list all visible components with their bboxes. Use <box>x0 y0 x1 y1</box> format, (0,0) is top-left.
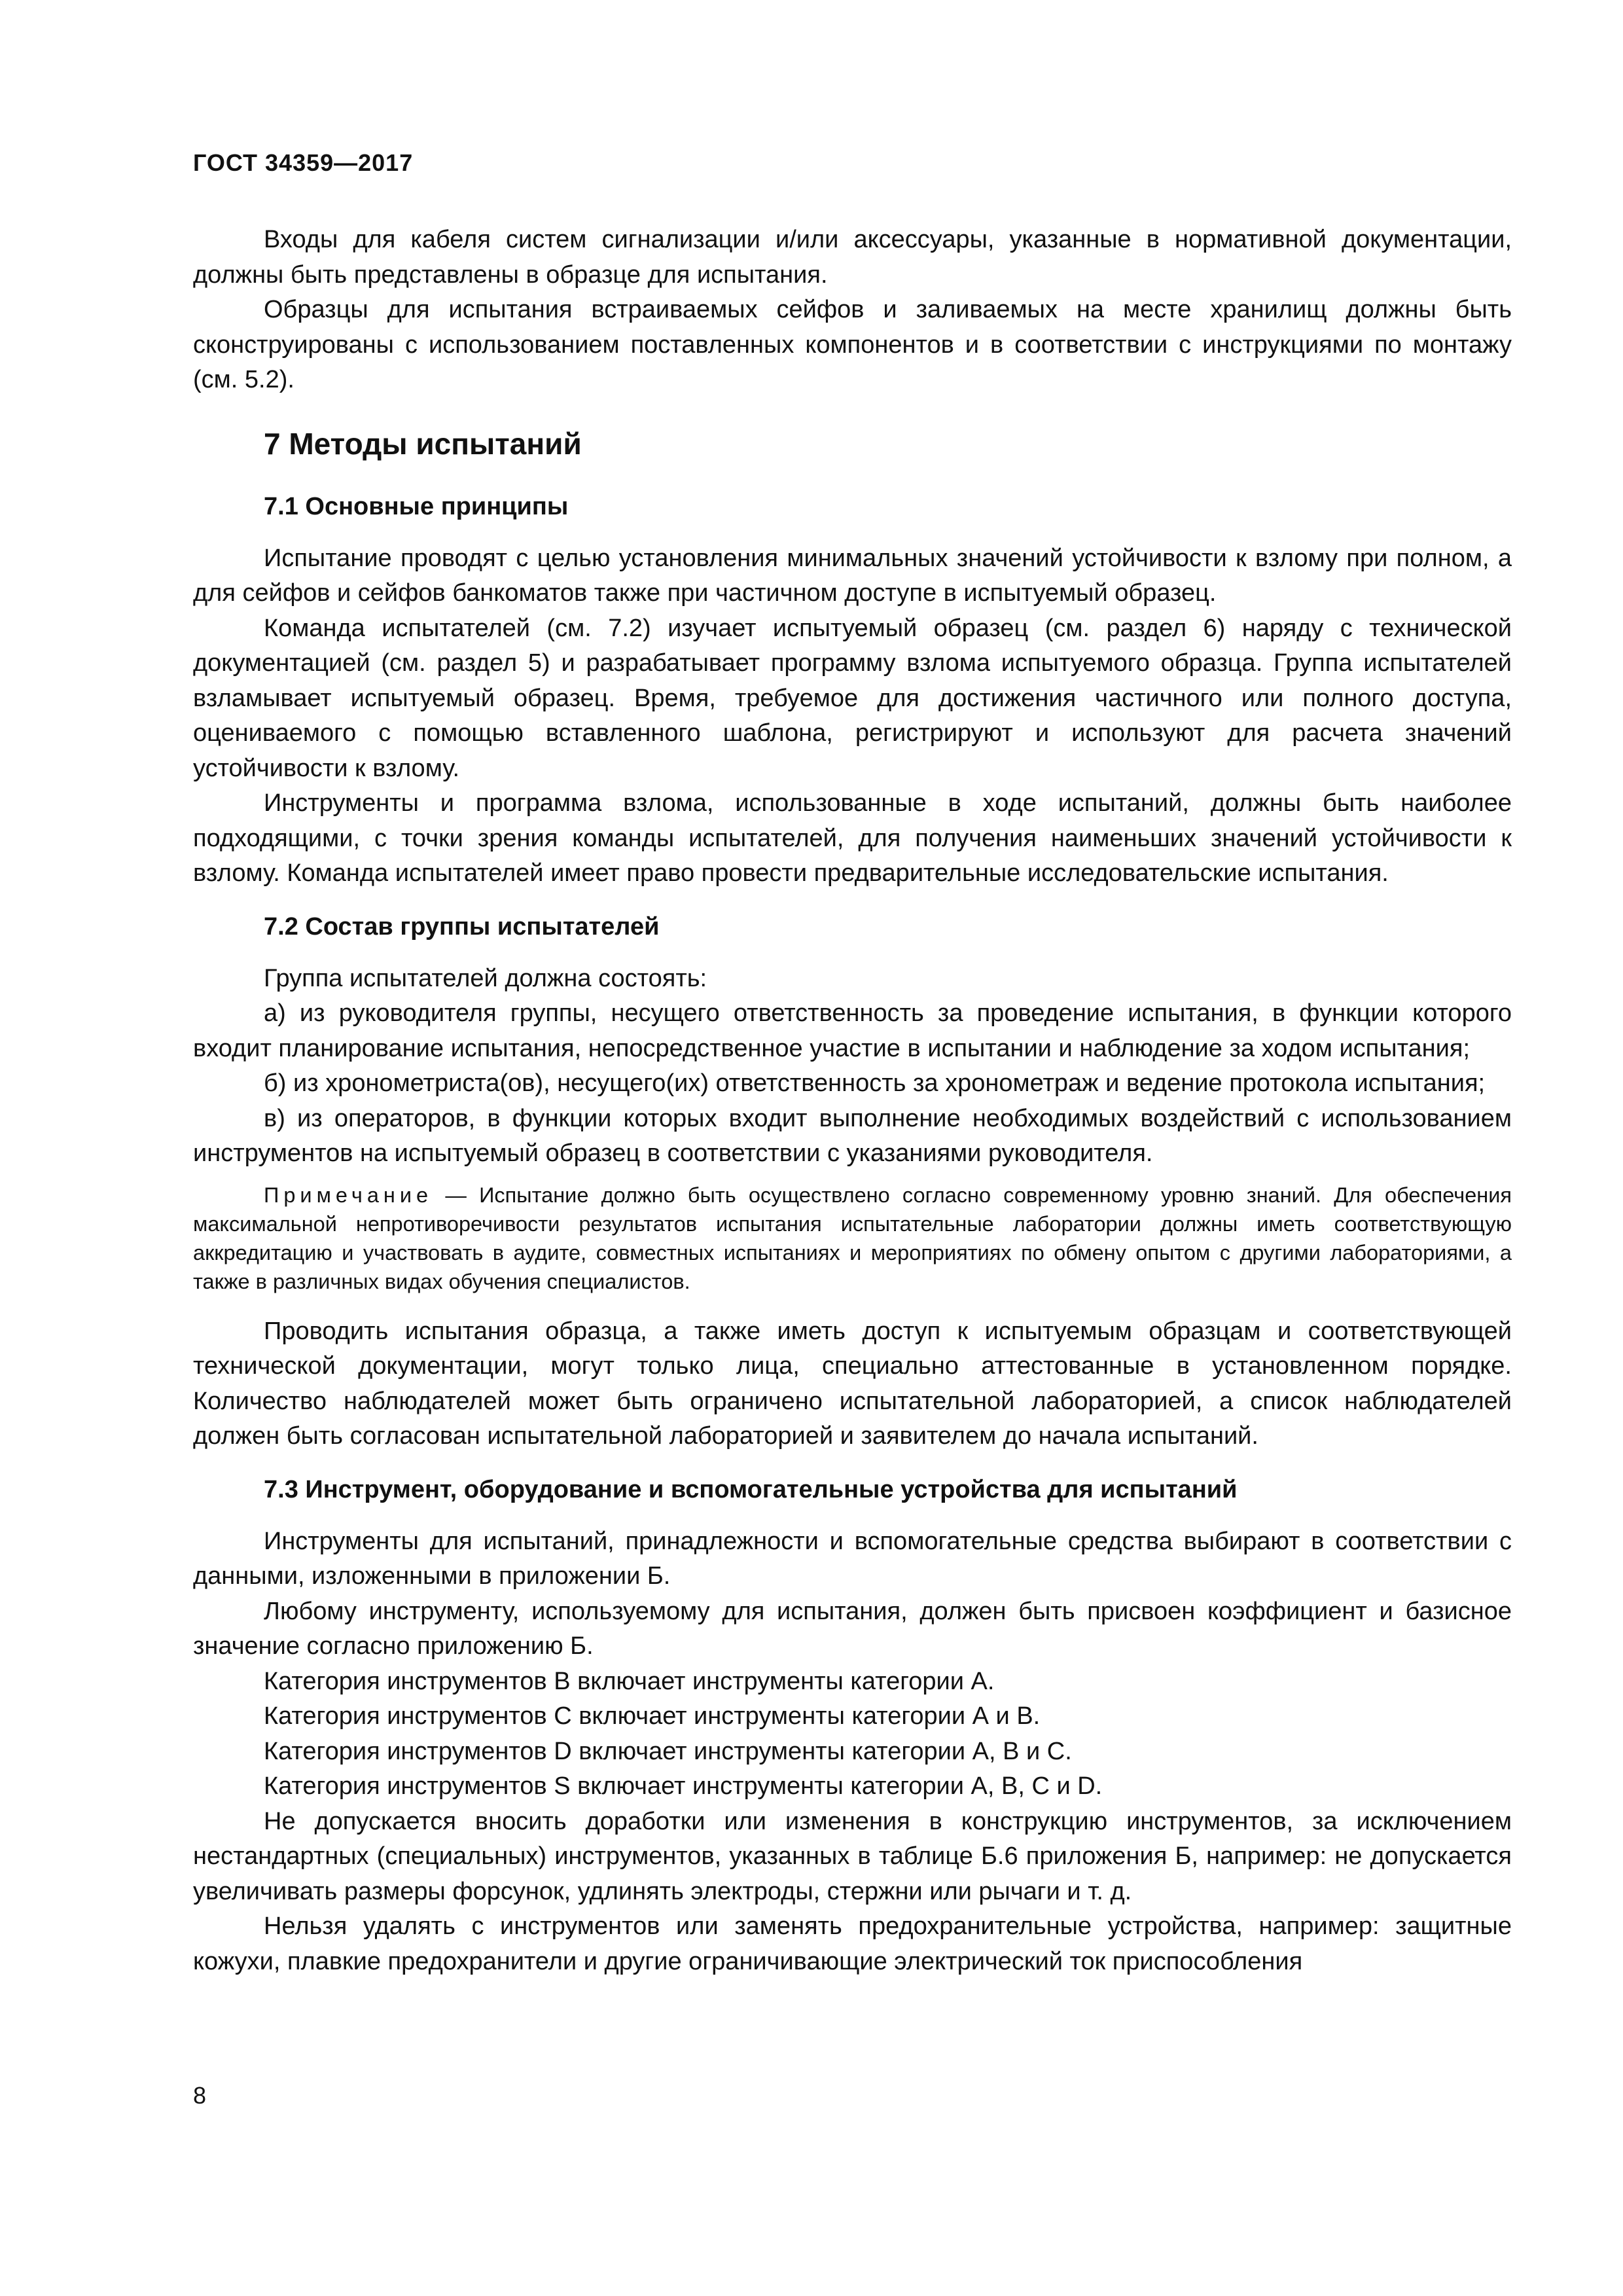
subsection-heading-7-2: 7.2 Состав группы испытателей <box>264 912 660 941</box>
paragraph: Испытание проводят с целью установления минимальных значений устойчивости к взлому при полном, а для сейфов и сейфов банкоматов также при частичном доступе в испытуемый образец. <box>193 544 1512 607</box>
list-item: в) из операторов, в функции которых входит выполнение необходимых воздействий с использованием инструментов на испытуемый образец в соответствии с указаниями руководителя. <box>193 1104 1512 1167</box>
paragraph: Проводить испытания образца, а также иметь доступ к испытуемым образцам и соответствующей технической документации, могут только лица, специально аттестованные в установленном порядке. Количество наблюдателей может быть ограничено испытательной лабораторией, а список наблюдателей должен быть согласован испытательной лабораторией и заявителем до начала испытаний. <box>193 1317 1512 1450</box>
paragraph: Образцы для испытания встраиваемых сейфов и заливаемых на месте хранилищ должны быть сконструированы с использованием поставленных компонентов и в соответствии с инструкциями по монтажу (см. 5.2). <box>193 296 1512 393</box>
note-text: — Испытание должно быть осуществлено согласно современному уровню знаний. Для обеспечения максимальной непротиворечивости результатов испытания испытательные лаборатории должны иметь соответствующую аккредитацию и участвовать в аудите, совместных испытаниях и мероприятиях по обмену опытом с другими лабораториями, а также в различных видах обучения специалистов. <box>193 1183 1512 1293</box>
paragraph: Категория инструментов С включает инструменты категории А и В. <box>264 1702 1041 1730</box>
document-body <box>193 223 1512 1979</box>
list-item: б) из хронометриста(ов), несущего(их) ответственность за хронометраж и ведение протокола испытания; <box>264 1069 1486 1097</box>
note-block <box>193 1181 1512 1296</box>
paragraph: Инструменты для испытаний, принадлежности и вспомогательные средства выбирают в соответствии с данными, изложенными в приложении Б. <box>193 1527 1512 1590</box>
page-number: 8 <box>193 2082 207 2109</box>
paragraph: Категория инструментов В включает инструменты категории А. <box>264 1667 995 1695</box>
paragraph: Категория инструментов D включает инструменты категории А, В и С. <box>264 1737 1072 1765</box>
paragraph: Входы для кабеля систем сигнализации и/или аксессуары, указанные в нормативной документации, должны быть представлены в образце для испытания. <box>193 226 1512 289</box>
note-label: Примечание <box>264 1183 433 1207</box>
paragraph: Группа испытателей должна состоять: <box>264 964 707 992</box>
paragraph: Категория инструментов S включает инструменты категории А, В, С и D. <box>264 1772 1103 1800</box>
page-header-doc-id: ГОСТ 34359—2017 <box>193 149 414 176</box>
paragraph: Не допускается вносить доработки или изменения в конструкцию инструментов, за исключением нестандартных (специальных) инструментов, указанных в таблице Б.6 приложения Б, например: не допускается увеличивать размеры форсунок, удлинять электроды, стержни или рычаги и т. д. <box>193 1807 1512 1905</box>
paragraph: Команда испытателей (см. 7.2) изучает испытуемый образец (см. раздел 6) наряду с технической документацией (см. раздел 5) и разрабатывает программу взлома испытуемого образца. Группа испытателей взламывает испытуемый образец. Время, требуемое для достижения частичного или полного доступа, оцениваемого с помощью вставленного шаблона, регистрируют и используют для расчета значений устойчивости к взлому. <box>193 614 1512 782</box>
subsection-heading-7-3: 7.3 Инструмент, оборудование и вспомогательные устройства для испытаний <box>264 1475 1238 1503</box>
section-heading-7: 7 Методы испытаний <box>264 426 582 461</box>
paragraph: Инструменты и программа взлома, использованные в ходе испытаний, должны быть наиболее подходящими, с точки зрения команды испытателей, для получения наименьших значений устойчивости к взлому. Команда испытателей имеет право провести предварительные исследовательские испытания. <box>193 789 1512 887</box>
paragraph: Нельзя удалять с инструментов или заменять предохранительные устройства, например: защитные кожухи, плавкие предохранители и другие ограничивающие электрический ток приспособления <box>193 1912 1512 1975</box>
list-item: а) из руководителя группы, несущего ответственность за проведение испытания, в функции которого входит планирование испытания, непосредственное участие в испытании и наблюдение за ходом испытания; <box>193 999 1512 1062</box>
subsection-heading-7-1: 7.1 Основные принципы <box>264 492 569 520</box>
paragraph: Любому инструменту, используемому для испытания, должен быть присвоен коэффициент и базисное значение согласно приложению Б. <box>193 1597 1512 1660</box>
